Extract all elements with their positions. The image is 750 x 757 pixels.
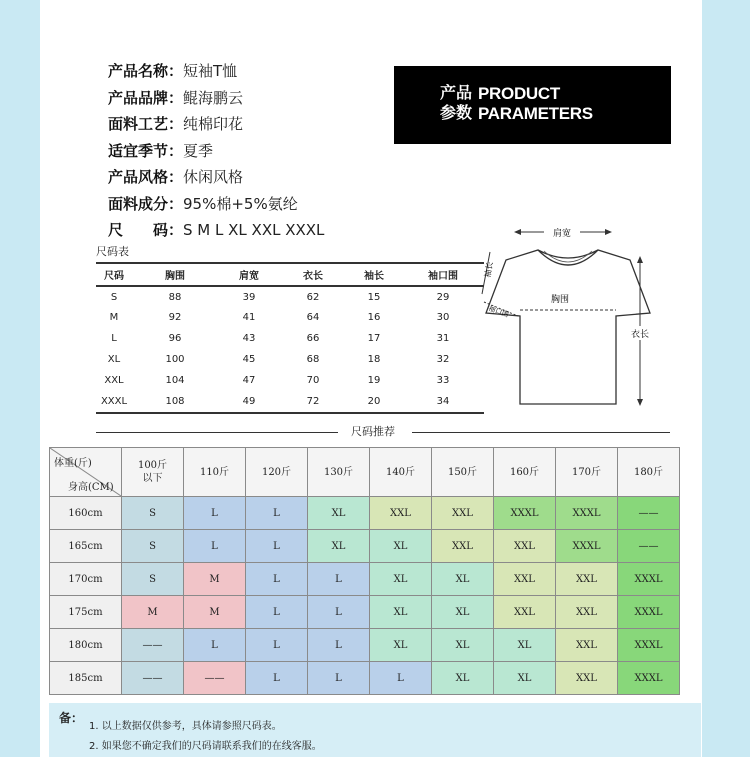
sleeve-label: 袖长 [483,261,495,279]
recommend-cell: L [246,563,308,596]
tshirt-outline [486,250,650,404]
note-item: 1. 以上数据仅供参考，具体请参照尺码表。 [89,721,282,732]
recommend-cell: L [246,662,308,695]
weight-header-line: 120斤 [261,466,292,478]
size-table-row [96,328,484,349]
recommend-cell: XL [432,629,494,662]
size-table-cell: 33 [436,374,450,386]
size-table-cell: 18 [367,354,381,366]
notes-box [49,703,701,757]
size-table-cell: XXXL [96,391,132,413]
recommend-cell: L [308,662,370,695]
weight-column-header [556,448,618,497]
weight-label: 体重(斤) [54,458,92,469]
size-table-row [96,349,484,370]
size-table-cell: XL [107,354,121,366]
recommend-cell: XXXL [494,497,556,530]
recommend-row [50,662,680,695]
param-key: 产品品牌： [108,88,184,107]
size-table-header: 肩宽 [218,263,280,286]
recommend-cell: XL [370,563,432,596]
recommend-cell: L [308,629,370,662]
param-value: 纯棉印花 [183,115,244,133]
recommend-cell: XXXL [618,596,680,629]
recommend-cell: S [122,530,184,563]
recommend-row [50,629,680,662]
weight-header-line: 140斤 [385,466,416,478]
size-table-cell: 92 [168,312,182,324]
recommend-cell: S [122,563,184,596]
size-table-cell: 96 [168,333,182,345]
recommend-row [50,530,680,563]
size-table-cell: 64 [306,312,320,324]
product-params [108,58,324,244]
recommend-cell: XXL [556,629,618,662]
size-table-cell: 20 [346,391,402,413]
size-table-cell: 32 [436,354,450,366]
recommend-cell: XXL [494,596,556,629]
recommend-cell: M [122,596,184,629]
size-table-header: 尺码 [96,263,132,286]
size-table-cell: 47 [242,374,256,386]
height-row-header: 160cm [50,497,122,530]
banner-en-text [478,84,593,124]
size-table-cell: 49 [218,391,280,413]
recommend-cell: XXXL [618,662,680,695]
notes-label: 备： [59,711,84,725]
recommend-cell: L [370,662,432,695]
recommend-cell: L [308,596,370,629]
size-table-cell: 45 [242,354,256,366]
param-row [108,85,324,112]
param-key: 尺 码： [108,221,184,239]
chest-label: 胸围 [550,295,570,305]
size-recommend-heading [0,425,750,439]
weight-height-corner [50,448,122,497]
weight-column-header [618,448,680,497]
size-table-cell: 43 [242,333,256,345]
recommend-cell: XL [370,596,432,629]
size-table-row [96,308,484,329]
size-table-header: 袖长 [346,263,402,286]
size-table-cell: 41 [242,312,256,324]
length-arrow-bottom [637,399,643,406]
weight-column-header [246,448,308,497]
size-table-header: 胸围 [132,263,218,286]
recommend-cell: XXXL [556,497,618,530]
size-table-cell: 31 [436,333,450,345]
length-label: 衣长 [630,330,650,340]
param-value: 休闲风格 [183,168,244,186]
shoulder-arrow-right [605,229,612,235]
size-table-cell: 19 [367,374,381,386]
recommend-cell: XL [432,563,494,596]
recommend-cell: —— [122,662,184,695]
recommend-cell: XXL [494,563,556,596]
recommend-cell: S [122,497,184,530]
height-label: 身高(CM) [68,482,114,493]
param-key: 产品名称： [108,62,184,80]
weight-column-header [432,448,494,497]
size-recommend-table [49,447,680,695]
size-table-cell: 16 [367,312,381,324]
recommend-cell: L [246,497,308,530]
note-item: 2. 如果您不确定我们的尺码请联系我们的在线客服。 [89,741,322,752]
param-row [108,217,324,244]
size-table-cell: XXL [104,374,124,386]
param-row [108,191,324,218]
product-parameters-banner [394,66,671,144]
cuff-label: 袖口围 [487,304,510,320]
param-row [108,164,324,191]
weight-header-line: 160斤 [509,466,540,478]
recommend-cell: —— [184,662,246,695]
recommend-cell: XL [494,629,556,662]
param-key: 面料工艺： [108,115,184,133]
size-table-cell: 104 [165,374,185,386]
size-table-cell: 30 [436,312,450,324]
weight-header-line: 以下 [142,473,163,484]
param-value: 鲲海鹏云 [183,88,244,107]
height-row-header: 165cm [50,530,122,563]
size-table-cell: 72 [280,391,346,413]
param-key: 产品风格： [108,168,184,186]
weight-column-header [122,448,184,497]
banner-cn-text [440,84,472,124]
size-table-cell: 108 [132,391,218,413]
recommend-row [50,497,680,530]
weight-header-line: 100斤 [137,460,168,471]
height-row-header: 180cm [50,629,122,662]
shoulder-label: 肩宽 [552,229,572,239]
recommend-cell: XXXL [618,563,680,596]
recommend-cell: XL [494,662,556,695]
recommend-cell: XXL [556,563,618,596]
banner-cn-line-2: 参数 [440,105,473,122]
recommend-cell: XXL [432,530,494,563]
banner-cn-line-1: 产品 [440,85,473,102]
banner-en-line-1: PRODUCT [478,84,560,103]
size-table-cell: 88 [168,291,182,303]
size-table-cell: 34 [402,391,484,413]
recommend-cell: L [308,563,370,596]
size-recommend-title: 尺码推荐 [351,425,395,438]
size-table-cell: 70 [306,374,320,386]
recommend-row [50,563,680,596]
recommend-cell: XXL [432,497,494,530]
size-table-cell: 62 [306,291,320,303]
param-row [108,111,324,138]
param-key: 适宜季节： [108,141,184,160]
heading-rule-right [412,432,670,433]
weight-header-line: 130斤 [323,466,354,478]
size-table-cell: L [111,333,117,345]
recommend-cell: M [184,596,246,629]
size-table-header: 袖口围 [402,263,484,286]
weight-header-line: 110斤 [199,466,230,478]
recommend-cell: L [184,497,246,530]
recommend-header-row [50,448,680,497]
size-table-row [96,286,484,308]
size-table-cell: M [109,312,119,324]
param-value: 短袖T恤 [183,62,238,80]
recommend-cell: XXXL [618,629,680,662]
recommend-cell: —— [618,530,680,563]
size-table-cell: 68 [306,354,320,366]
weight-header-line: 170斤 [571,466,602,478]
recommend-cell: L [246,530,308,563]
recommend-cell: XL [308,530,370,563]
param-row [108,138,324,165]
size-table-cell: 17 [367,333,381,345]
recommend-cell: XL [432,662,494,695]
heading-rule-left [96,432,338,433]
shoulder-arrow-left [514,229,521,235]
recommend-cell: —— [618,497,680,530]
size-table-cell: 39 [242,291,256,303]
recommend-cell: XL [308,497,370,530]
weight-column-header [370,448,432,497]
weight-column-header [494,448,556,497]
size-table [96,262,484,414]
recommend-cell: XXL [556,596,618,629]
size-table-cell: S [110,291,118,303]
recommend-row [50,596,680,629]
recommend-cell: L [246,596,308,629]
recommend-cell: XL [370,629,432,662]
recommend-cell: XXL [370,497,432,530]
size-table-header: 衣长 [280,263,346,286]
param-value: 夏季 [183,141,214,160]
recommend-cell: XL [370,530,432,563]
recommend-cell: XXL [494,530,556,563]
size-table-caption: 尺码表 [96,245,129,258]
recommend-cell: XL [432,596,494,629]
weight-column-header [184,448,246,497]
weight-header-line: 150斤 [447,466,478,478]
size-table-row [96,391,484,413]
recommend-cell: XXL [556,662,618,695]
tshirt-measurement-diagram [468,218,668,418]
param-key: 面料成分： [108,194,184,213]
param-value: S M L XL XXL XXXL [183,221,325,239]
recommend-cell: —— [122,629,184,662]
size-table-cell: 29 [436,291,450,303]
recommend-cell: M [184,563,246,596]
height-row-header: 185cm [50,662,122,695]
recommend-cell: L [184,629,246,662]
size-table-cell: 66 [306,333,320,345]
banner-en-line-2: PARAMETERS [478,104,593,123]
height-row-header: 170cm [50,563,122,596]
param-value: 95%棉+5%氨纶 [183,194,298,213]
length-arrow-top [637,256,643,263]
size-table-cell: 15 [367,291,381,303]
size-table-cell: 100 [165,354,185,366]
height-row-header: 175cm [50,596,122,629]
size-table-row [96,370,484,391]
recommend-cell: L [184,530,246,563]
weight-header-line: 180斤 [633,466,664,478]
param-row [108,58,324,85]
weight-column-header [308,448,370,497]
recommend-cell: XXXL [556,530,618,563]
recommend-cell: L [246,629,308,662]
